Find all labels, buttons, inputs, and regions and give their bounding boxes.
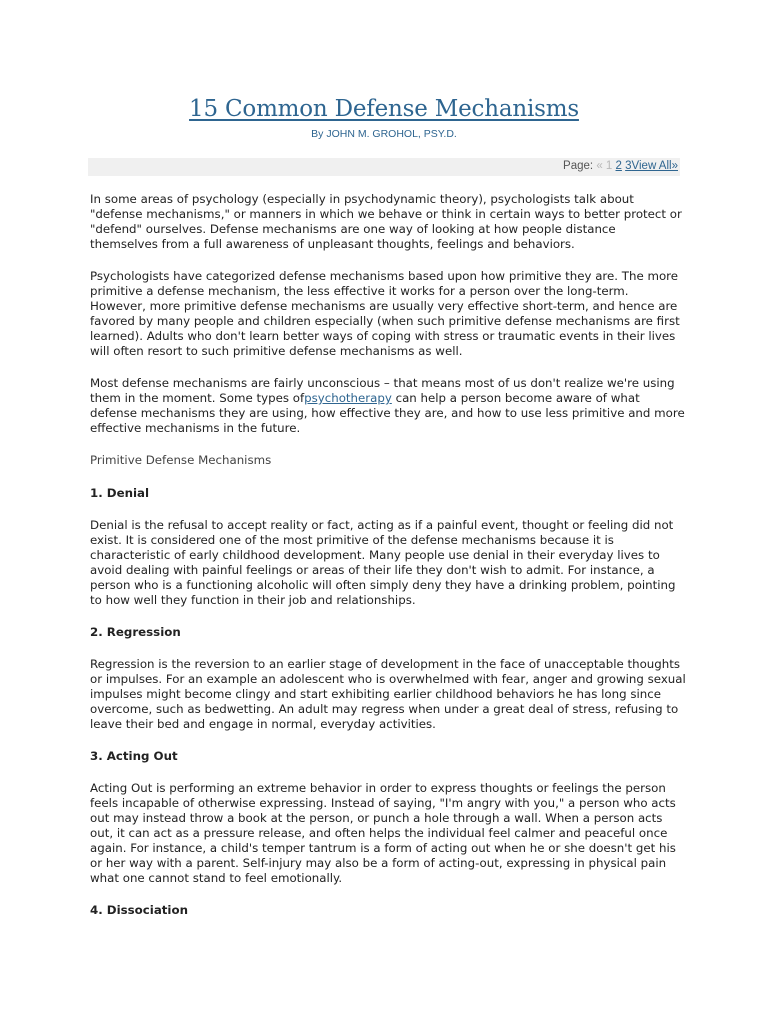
pagination-page-2-link[interactable]: 2 bbox=[615, 160, 622, 172]
item-body-regression: Regression is the reversion to an earlier stage of development in the face of unacceptable thoughts or impulses. For an example an adolescent who is overwhelmed with fear, anger and growing sexual impulses might become clingy and start exhibiting earlier childhood behaviors he has long since overcome, such as bedwetting. An adult may regress when under a great deal of stress, refusing to leave their bed and engage in normal, everyday activities. bbox=[90, 657, 686, 731]
section-heading: Primitive Defense Mechanisms bbox=[90, 453, 272, 467]
item-body-denial: Denial is the refusal to accept reality or fact, acting as if a painful event, thought or feeling did not exist. It is considered one of the most primitive of the defense mechanisms because it is characteristic of early childhood development. Many people use denial in their everyday lives to avoid dealing with painful feelings or areas of their life they don't wish to admit. For instance, a person who is a functioning alcoholic will often simply deny they have a drinking problem, pointing to how well they function in their job and relationships. bbox=[90, 518, 676, 607]
article-body bbox=[90, 192, 686, 935]
item-body-acting-out: Acting Out is performing an extreme behavior in order to express thoughts or feelings the person feels incapable of otherwise expressing. Instead of saying, "I'm angry with you," a person who acts out may instead throw a book at the person, or punch a hole through a wall. When a person acts out, it can act as a pressure release, and often helps the individual feel calmer and peaceful once again. For instance, a child's temper tantrum is a form of acting out when he or she doesn't get his or her way with a parent. Self-injury may also be a form of acting-out, expressing in physical pain what one cannot stand to feel emotionally. bbox=[90, 781, 676, 885]
intro-paragraph-3-text-before: Most defense mechanisms are fairly unconscious – that means most of us don't realize we're using them in the moment. Some types of bbox=[90, 376, 675, 405]
item-heading-regression: 2. Regression bbox=[90, 625, 181, 639]
pagination-prev-link[interactable]: « 1 bbox=[596, 160, 613, 172]
intro-paragraph-2: Psychologists have categorized defense mechanisms based upon how primitive they are. The more primitive a defense mechanism, the less effective it works for a person over the long-term. However, more primitive defense mechanisms are usually very effective short-term, and hence are favored by many people and children especially (when such primitive defense mechanisms are first learned). Adults who don't learn better ways of coping with stress or traumatic events in their lives will often resort to such primitive defense mechanisms as well. bbox=[90, 269, 680, 358]
intro-paragraph-3-text-after: can help a person become aware of what defense mechanisms they are using, how effective they are, and how to use less primitive and more effective mechanisms in the future. bbox=[90, 391, 685, 435]
pagination bbox=[563, 160, 678, 172]
item-heading-denial: 1. Denial bbox=[90, 486, 150, 500]
intro-paragraph-1: In some areas of psychology (especially in psychodynamic theory), psychologists talk about "defense mechanisms," or manners in which we behave or think in certain ways to better protect or "defend" ourselves. Defense mechanisms are one way of looking at how people distance themselves from a full awareness of unpleasant thoughts, feelings and behaviors. bbox=[90, 192, 682, 251]
article-byline: By JOHN M. GROHOL, PSY.D. bbox=[311, 128, 457, 140]
item-heading-dissociation: 4. Dissociation bbox=[90, 903, 188, 917]
pagination-page-3-link[interactable]: 3 bbox=[625, 160, 632, 172]
article-title[interactable]: 15 Common Defense Mechanisms bbox=[189, 96, 579, 122]
psychotherapy-link[interactable]: psychotherapy bbox=[304, 391, 392, 405]
pagination-label: Page: bbox=[563, 160, 594, 172]
pagination-view-all-link[interactable]: View All» bbox=[631, 160, 678, 172]
item-heading-acting-out: 3. Acting Out bbox=[90, 749, 178, 763]
intro-paragraph-3 bbox=[90, 376, 686, 436]
